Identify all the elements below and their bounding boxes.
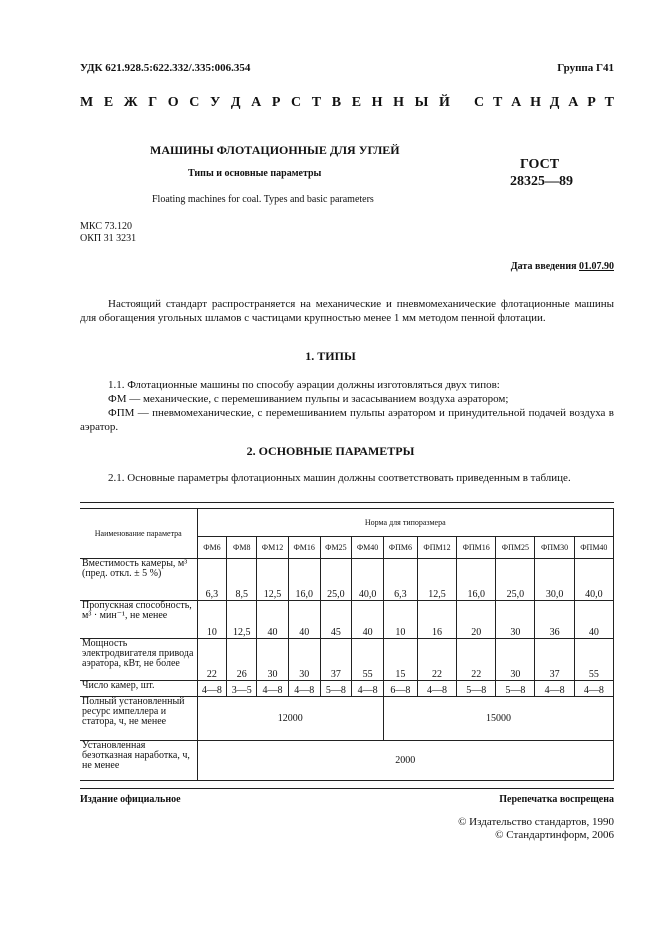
table-cell: 10 <box>383 601 417 639</box>
okp-code: ОКП 31 3231 <box>80 233 137 244</box>
banner-word-interstate <box>80 95 450 111</box>
column-header-parameter: Наименование параметра <box>80 509 197 559</box>
resource-fpm-cell: 15000 <box>383 697 613 741</box>
banner-letter: Е <box>351 95 362 110</box>
table-cell: 37 <box>535 639 574 681</box>
banner-letter: Г <box>148 95 158 110</box>
table-cell: 55 <box>352 639 384 681</box>
banner-letter: О <box>167 95 179 110</box>
footer-rule <box>80 788 614 789</box>
table-cell: 40 <box>288 601 320 639</box>
size-header: ФПМ40 <box>574 537 613 559</box>
udk-code: УДК 621.928.5:622.332/.335:006.354 <box>80 62 251 74</box>
table-cell: 3—5 <box>227 681 257 697</box>
table-top-rule <box>80 502 614 503</box>
banner-letter: Т <box>604 95 614 110</box>
banner-letter: Е <box>103 95 114 110</box>
gost-number: 28325—89 <box>510 174 573 189</box>
column-header-norm: Норма для типоразмера <box>197 509 614 537</box>
table-cell: 16,0 <box>288 559 320 601</box>
banner-letter: Ы <box>414 95 429 110</box>
table-cell: 30 <box>288 639 320 681</box>
table-cell: 15 <box>383 639 417 681</box>
table-cell: 26 <box>227 639 257 681</box>
banner-letter: М <box>80 95 94 110</box>
banner-letter: Д <box>230 95 241 110</box>
table-cell: 30,0 <box>535 559 574 601</box>
table-cell: 16,0 <box>457 559 496 601</box>
size-header: ФМ8 <box>227 537 257 559</box>
table-cell: 5—8 <box>457 681 496 697</box>
banner-word-standard <box>474 95 614 111</box>
size-header: ФМ40 <box>352 537 384 559</box>
banner-letter: С <box>474 95 485 110</box>
official-edition-label: Издание официальное <box>80 794 181 805</box>
paragraph-1-1-fpm: ФПМ — пневмомеханические, с перемешиванием пульпы аэратором и принудительной подачей воздуха в аэратор. <box>80 407 614 433</box>
size-header: ФМ16 <box>288 537 320 559</box>
size-header: ФМ12 <box>257 537 289 559</box>
banner-letter: Д <box>549 95 560 110</box>
size-header: ФПМ6 <box>383 537 417 559</box>
banner-letter: Й <box>439 95 450 110</box>
group-code: Группа Г41 <box>557 62 614 74</box>
size-header: ФПМ16 <box>457 537 496 559</box>
table-cell: 45 <box>320 601 352 639</box>
table-cell: 55 <box>574 639 613 681</box>
table-cell: 4—8 <box>417 681 456 697</box>
table-cell: 36 <box>535 601 574 639</box>
banner-letter: А <box>511 95 522 110</box>
table-cell: 4—8 <box>197 681 227 697</box>
table-cell: 40,0 <box>352 559 384 601</box>
banner-letter: А <box>568 95 579 110</box>
table-cell: 30 <box>496 639 535 681</box>
size-header: ФМ25 <box>320 537 352 559</box>
document-subtitle: Типы и основные параметры <box>188 168 322 179</box>
banner-letter: У <box>210 95 221 110</box>
banner-letter: Ж <box>123 95 138 110</box>
table-cell: 40 <box>352 601 384 639</box>
banner-letter: С <box>189 95 200 110</box>
table-cell: 6—8 <box>383 681 417 697</box>
intro-paragraph: Настоящий стандарт распространяется на механические и пневмомеханические флотационные машины для обогащения угольных шламов с частицами крупностью менее 1 мм методом пенной флотации. <box>80 298 614 324</box>
banner-letter: С <box>291 95 302 110</box>
table-cell: 40 <box>574 601 613 639</box>
size-header: ФПМ30 <box>535 537 574 559</box>
table-cell: 4—8 <box>257 681 289 697</box>
copyright-publisher: © Издательство стандартов, 1990 <box>458 816 614 828</box>
table-cell: 12,5 <box>227 601 257 639</box>
table-cell: 25,0 <box>496 559 535 601</box>
table-cell: 8,5 <box>227 559 257 601</box>
copyright-standartinform: © Стандартинформ, 2006 <box>495 829 614 841</box>
table-row <box>80 697 614 741</box>
row-parameter-name: Мощность электродвигателя привода аэратора, кВт, не более <box>80 639 197 681</box>
table-row <box>80 681 614 697</box>
table-cell: 4—8 <box>352 681 384 697</box>
row-parameter-name: Установленная безотказная наработка, ч, не менее <box>80 741 197 781</box>
table-cell: 12,5 <box>257 559 289 601</box>
banner-letter: Т <box>311 95 322 110</box>
mks-code: МКС 73.120 <box>80 221 132 232</box>
effective-date-value: 01.07.90 <box>579 261 614 272</box>
table-cell: 4—8 <box>288 681 320 697</box>
size-header: ФПМ12 <box>417 537 456 559</box>
mtbf-cell: 2000 <box>197 741 614 781</box>
document-title: МАШИНЫ ФЛОТАЦИОННЫЕ ДЛЯ УГЛЕЙ <box>150 143 400 157</box>
table-cell: 40,0 <box>574 559 613 601</box>
table-cell: 4—8 <box>535 681 574 697</box>
table-cell: 12,5 <box>417 559 456 601</box>
banner-letter: В <box>331 95 342 110</box>
classification-codes <box>80 221 136 245</box>
effective-date-label: Дата введения <box>510 261 577 272</box>
banner-letter: Н <box>393 95 405 110</box>
table-row <box>80 741 614 781</box>
document-title-english: Floating machines for coal. Types and basic parameters <box>152 194 374 205</box>
effective-date <box>511 261 614 272</box>
banner-letter: А <box>251 95 262 110</box>
table-cell: 22 <box>417 639 456 681</box>
gost-label: ГОСТ <box>520 157 560 172</box>
table-cell: 6,3 <box>197 559 227 601</box>
table-cell: 30 <box>257 639 289 681</box>
row-parameter-name: Полный установленный ресурс импеллера и статора, ч, не менее <box>80 697 197 741</box>
parameters-table <box>80 508 614 781</box>
size-header: ФМ6 <box>197 537 227 559</box>
paragraph-1-1-fm: ФМ — механические, с перемешиванием пульпы и засасыванием воздуха аэратором; <box>108 393 509 405</box>
resource-fm-cell: 12000 <box>197 697 383 741</box>
banner-letter: Н <box>371 95 383 110</box>
table-cell: 16 <box>417 601 456 639</box>
table-cell: 37 <box>320 639 352 681</box>
row-parameter-name: Число камер, шт. <box>80 681 197 697</box>
paragraph-1-1: 1.1. Флотационные машины по способу аэрации должны изготовляться двух типов: <box>108 379 500 391</box>
reprint-prohibited-label: Перепечатка воспрещена <box>499 794 614 805</box>
section-2-heading: 2. ОСНОВНЫЕ ПАРАМЕТРЫ <box>246 444 415 458</box>
section-1-heading: 1. ТИПЫ <box>305 349 356 363</box>
table-cell: 40 <box>257 601 289 639</box>
table-cell: 22 <box>197 639 227 681</box>
table-cell: 6,3 <box>383 559 417 601</box>
banner-letter: Р <box>271 95 281 110</box>
table-cell: 4—8 <box>574 681 613 697</box>
table-cell: 20 <box>457 601 496 639</box>
interstate-standard-banner <box>80 95 614 111</box>
row-parameter-name: Пропускная способность, м³ · мин⁻¹, не менее <box>80 601 197 639</box>
banner-letter: Т <box>492 95 503 110</box>
banner-letter: Р <box>587 95 596 110</box>
table-row <box>80 601 614 639</box>
table-cell: 5—8 <box>320 681 352 697</box>
table-row <box>80 559 614 601</box>
table-cell: 10 <box>197 601 227 639</box>
table-cell: 22 <box>457 639 496 681</box>
table-cell: 25,0 <box>320 559 352 601</box>
table-row <box>80 639 614 681</box>
table-cell: 30 <box>496 601 535 639</box>
paragraph-2-1: 2.1. Основные параметры флотационных машин должны соответствовать приведенным в таблице. <box>108 472 571 484</box>
size-header: ФПМ25 <box>496 537 535 559</box>
table-cell: 5—8 <box>496 681 535 697</box>
row-parameter-name: Вместимость камеры, м³ (пред. откл. ± 5 %) <box>80 559 197 601</box>
banner-letter: Н <box>530 95 541 110</box>
